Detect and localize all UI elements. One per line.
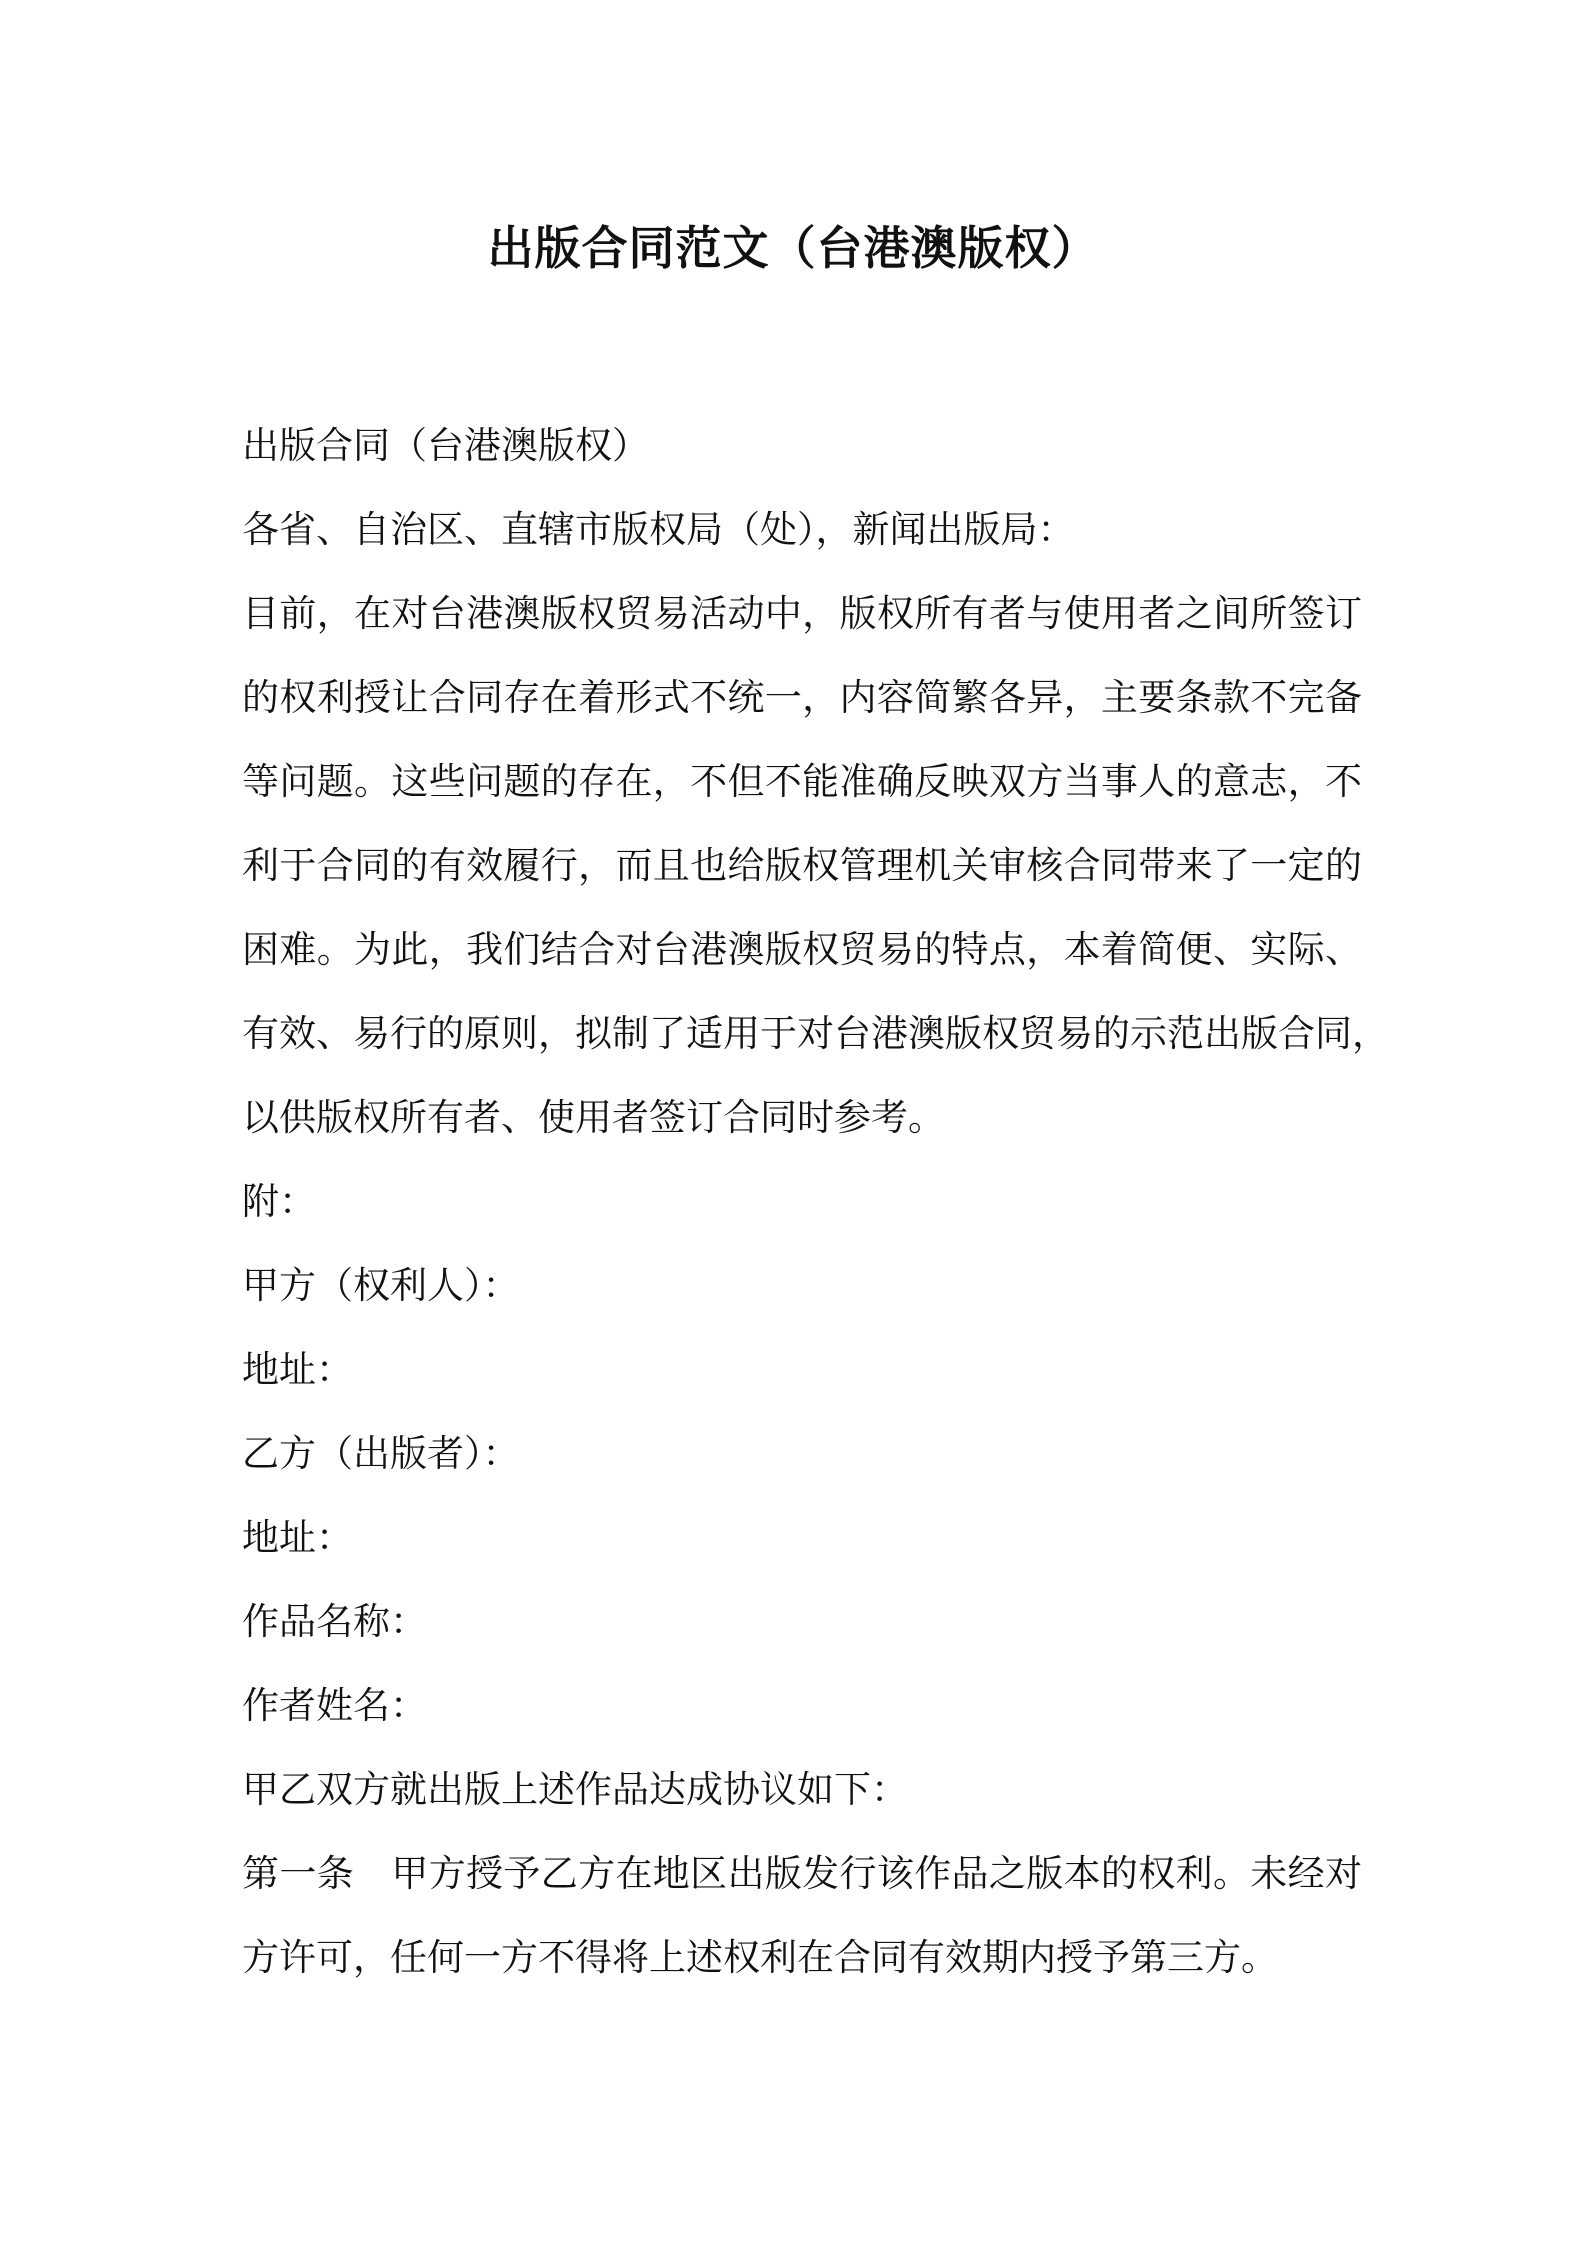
paragraph-line: 困难。为此，我们结合对台港澳版权贸易的特点，本着简便、实际、	[242, 928, 1362, 971]
work-title-field: 作品名称：	[242, 1600, 427, 1643]
paragraph-line: 目前，在对台港澳版权贸易活动中，版权所有者与使用者之间所签订	[242, 592, 1362, 635]
party-b-address-field: 地址：	[242, 1516, 353, 1559]
article-one-line: 第一条 甲方授予乙方在地区出版发行该作品之版本的权利。未经对	[242, 1852, 1362, 1895]
author-name-field: 作者姓名：	[242, 1684, 427, 1727]
agreement-intro-line: 甲乙双方就出版上述作品达成协议如下：	[242, 1768, 908, 1811]
party-b-field: 乙方（出版者）：	[242, 1432, 520, 1475]
paragraph-line: 等问题。这些问题的存在，不但不能准确反映双方当事人的意志，不	[242, 760, 1362, 803]
party-a-address-field: 地址：	[242, 1348, 353, 1391]
paragraph-line: 的权利授让合同存在着形式不统一，内容简繁各异，主要条款不完备	[242, 676, 1362, 719]
addressee-line: 各省、自治区、直辖市版权局（处），新闻出版局：	[242, 508, 1075, 551]
document-title: 出版合同范文（台港澳版权）	[487, 221, 1099, 275]
party-a-field: 甲方（权利人）：	[242, 1264, 520, 1307]
paragraph-line: 利于合同的有效履行，而且也给版权管理机关审核合同带来了一定的	[242, 844, 1362, 887]
document-body	[242, 404, 1389, 2000]
paragraph-line: 有效、易行的原则，拟制了适用于对台港澳版权贸易的示范出版合同，	[242, 1012, 1389, 1055]
paragraph-line: 以供版权所有者、使用者签订合同时参考。	[242, 1096, 945, 1139]
article-one-line: 方许可，任何一方不得将上述权利在合同有效期内授予第三方。	[242, 1936, 1278, 1979]
subtitle-line: 出版合同（台港澳版权）	[242, 424, 649, 467]
attachment-label: 附：	[242, 1180, 316, 1223]
